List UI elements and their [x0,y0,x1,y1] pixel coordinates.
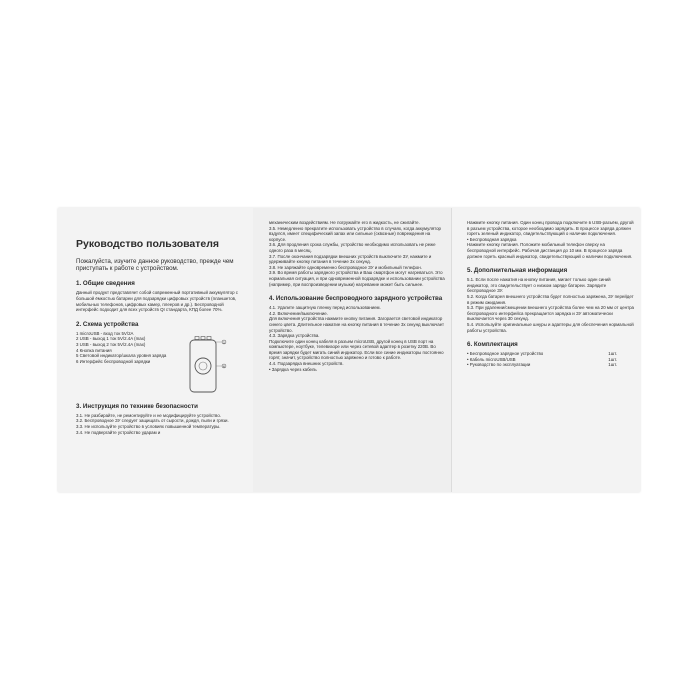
kit-item-name: • Беспроводное зарядное устройство [467,351,544,357]
scheme-item: 4 Кнопка питания [76,347,112,353]
section-1-heading: 1. Общие сведения [76,280,135,288]
wireless-pad-inner [199,362,207,370]
section-5-heading: 5. Дополнительная информация [467,267,568,275]
kit-list [467,351,634,368]
safety-continued-text: механическим воздействиям. Не погружайте его в жидкость, не сжигайте. 3.5. Немедленно прекратите использовать устройство в случаях, когда аккумулятор вздулся, имеет специфический запах или сильные (сквозные) повреждения на корпусе. 3.6. Для продления срока службы, устройство необходимо использовать не реже одного раза в месяц. 3.7. После окончания подзарядки внешних устройств выключите ЗУ, нажмите и удерживайте кнопку питания в течение 3х секунд. 3.8. Не заряжайте одновременно беспроводное ЗУ и мобильный телефон. 3.9. Во время работы зарядного устройства и Ваш смартфон могут нагреваться. Это нормальная ситуация, и при одновременной подзарядке и использовании устройства (например, при воспроизведении музыки) нагревание может быть сильнее. [269,220,445,287]
scheme-item: 3 USB - выход 2 ток 5V/2.4A (max) [76,341,146,347]
panel-middle [253,208,451,492]
instruction-leaflet [58,208,640,492]
wireless-pad [195,358,211,374]
kit-item-name: • Руководство по эксплуатации [467,362,531,368]
section-3-text: 3.1. Не разбирайте, не ремонтируйте и не модифицируйте устройство. 3.2. Беспроводное ЗУ следует защищать от сырости, дождя, пыли и грязи. 3.3. Не используйте устройство в условиях повышенной температуры. 3.4. Не подвергайте устройство ударам и [76,412,229,435]
device-scheme [76,331,247,395]
section-4-text: 4.1. Удалите защитную пленку перед использованием. 4.2. Включение/выключение. Для включения устройства нажмите кнопку питания. Загорается световой индикатор синего цвета. Длительное нажатие на кнопку питания в течение 3х секунд выключает устройство. 4.3. Зарядка устройства. Подключите один конец кабеля в разъем microUSB, другой конец в USB порт на компьютере, ноутбуке, телевизоре или через сетевой адаптер в розетку 220В. Во время зарядки будет мигать синий индикатор. Если все синие индикаторы постоянно горят, значит, устройство полностью заряжено и готово к работе. 4.4. Подзарядка внешних устройств. • Зарядка через кабель [269,305,445,372]
device-body [190,340,216,392]
device-drawing [186,336,230,396]
panel-left [58,208,253,492]
section-5-text: 5.1. Если после нажатия на кнопку питания, мигает только один синий индикатор, это свидетельствует о низком заряде батареи. Зарядите беспроводное ЗУ. 5.2. Когда батарея внешнего устройства будет полностью заряжена, ЗУ перейдет в режим ожидания. 5.3. При удалении/смещении внешнего устройства более чем на 20 мм от центра беспроводного интерфейса прекращается зарядка и ЗУ автоматически выключается через 30 секунд. 5.4. Используйте оригинальные шнуры и адаптеры для обеспечения нормальной работы устройства. [467,277,634,333]
kit-item-qty: 1шт. [608,356,617,362]
scheme-item: 1 microUSB - вход ток 5V/2A [76,330,134,336]
scheme-item: 2 USB - выход 1 ток 5V/2.4A (max) [76,336,146,342]
section-2-heading: 2. Схема устройства [76,320,139,328]
section-4-heading: 4. Использование беспроводного зарядного устройства [269,295,443,303]
panel-right [451,208,640,492]
manual-title: Руководство пользователя [76,238,220,250]
port-usb-2 [207,336,211,339]
scheme-item: 6 Интерфейс беспроводной зарядки [76,358,151,364]
section-6-heading: 6. Комплектация [467,341,518,349]
port-microusb [195,336,199,339]
callout-label: 6 [223,364,225,369]
callout-label: 1 [223,340,225,345]
intro-text: Пожалуйста, изучите данное руководство, прежде чем приступать к работе с устройством. [76,258,234,273]
scheme-item: 5 Световой индикатор/шкала уровня заряда [76,353,167,359]
section-3-heading: 3. Инструкция по технике безопасности [76,402,198,410]
charging-continued-text: Нажмите кнопку питания. Один конец провода подключите в USB-разъём, другой в разъем устройства, которое необходимо зарядить. В процессе заряда должен гореть зеленый индикатор, свидетельствующий о наличии подключения. • Беспроводная зарядка Нажмите кнопку питания. Положите мобильный телефон сверху на беспроводной интерфейс. Рабочая дистанция до 10 мм. В процессе заряда должен гореть красный индикатор, свидетельствующий о наличии подключения. [467,220,634,259]
kit-item-qty: 1шт. [608,362,617,368]
kit-item-name: • Кабель microUSB/USB [467,356,516,362]
port-usb-1 [201,336,205,339]
kit-item [467,362,617,368]
section-1-text: Данный продукт представляет собой современный портативный аккумулятор с большой ёмкостью батареи для подзарядки цифровых устройств (планшетов, мобильных телефонов, цифровых камер, плееров и др.). Беспроводной интерфейс подходит для всех устройств QI стандарта, КПД более 70%. [76,290,238,313]
kit-item-qty: 1шт. [608,351,617,357]
scheme-legend [76,331,174,365]
